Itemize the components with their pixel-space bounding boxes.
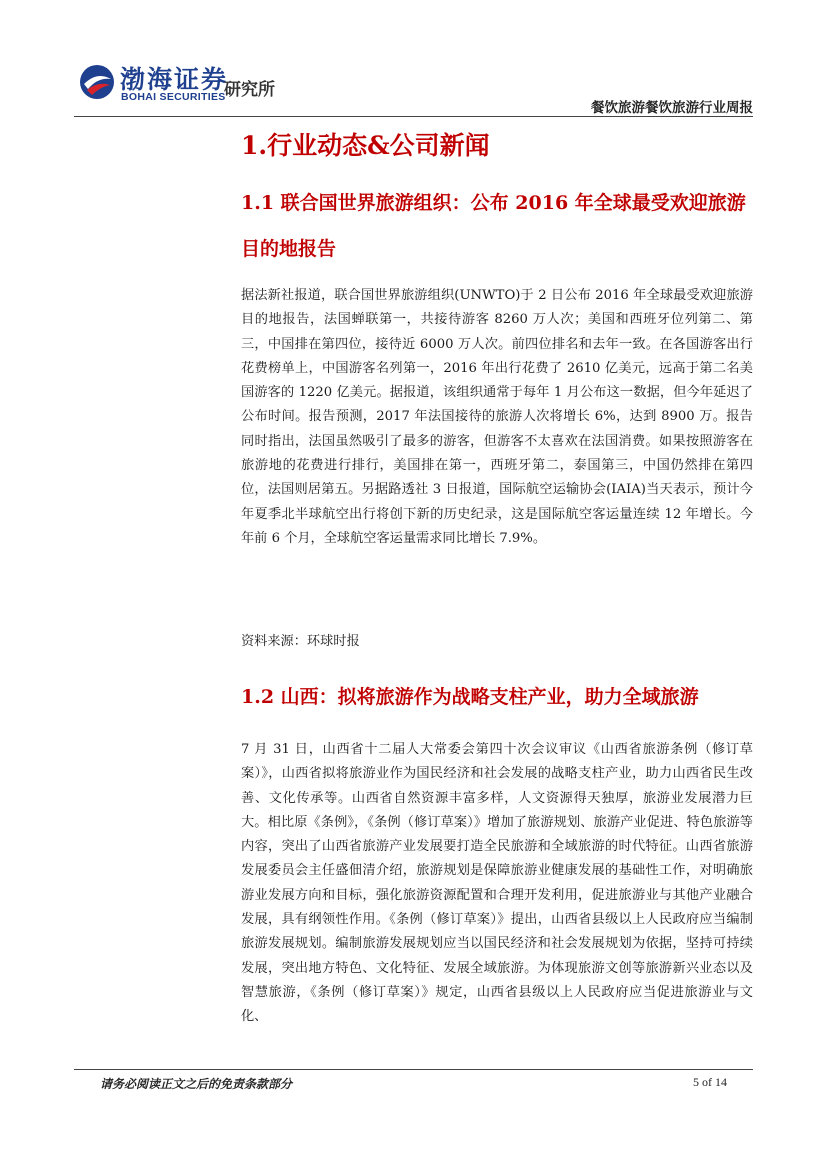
bohai-logo-icon [78,63,116,101]
footer-divider [74,1069,753,1070]
page-header [0,0,827,118]
page-number: 5 of 14 [693,1075,727,1089]
header-divider [74,116,753,117]
subsection-title-1: 1.1 联合国世界旅游组织：公布 2016 年全球最受欢迎旅游目的地报告 [241,192,746,260]
section-title: 1.行业动态&公司新闻 [241,131,490,160]
report-title: 餐饮旅游餐饮旅游行业周报 [591,100,753,116]
institute-label: 研究所 [224,80,275,100]
source-note: 资料来源：环球时报 [241,634,360,649]
subsection-title-2: 1.2 山西：拟将旅游作为战略支柱产业，助力全域旅游 [241,686,699,708]
disclaimer-note: 请务必阅读正文之后的免责条款部分 [100,1077,293,1091]
logo-chinese-name: 渤海证券 [120,65,229,94]
logo-english-name: BOHAI SECURITIES [121,91,226,103]
subsection-2-body: 7 月 31 日，山西省十二届人大常委会第四十次会议审议《山西省旅游条例（修订草案）》，山西省拟将旅游业作为国民经济和社会发展的战略支柱产业，助力山西省民生改善、文化传承等。山西省自然资源丰富多样，人文资源得天独厚，旅游业发展潜力巨大。相比原《条例》，《条例（修订草案）》增加了旅游规划、旅游产业促进、特色旅游等内容，突出了山西省旅游产业发展要打造全民旅游和全域旅游的时代特征。山西省旅游发展委员会主任盛佃清介绍，旅游规划是保障旅游业健康发展的基础性工作，对明确旅游业发展方向和目标，强化旅游资源配置和合理开发利用，促进旅游业与其他产业融合发展，具有纲领性作用。《条例（修订草案）》提出，山西省县级以上人民政府应当编制旅游发展规划。编制旅游发展规划应当以国民经济和社会发展规划为依据，坚持可持续发展，突出地方特色、文化特征、发展全域旅游。为体现旅游文创等旅游新兴业态以及智慧旅游，《条例（修订草案）》规定，山西省县级以上人民政府应当促进旅游业与文化、 [241,742,753,1025]
subsection-1-body: 据法新社报道，联合国世界旅游组织(UNWTO)于 2 日公布 2016 年全球最受欢迎旅游目的地报告，法国蝉联第一，共接待游客 8260 万人次；美国和西班牙位列第二、第三，中国排在第四位，接待近 6000 万人次。前四位排名和去年一致。在各国游客出行花费榜单上，中国游客名列第一，2016 年出行花费了 2610 亿美元，远高于第二名美国游客的 1220 亿美元。据报道，该组织通常于每年 1 月公布这一数据，但今年延迟了公布时间。报告预测，2017 年法国接待的旅游人次将增长 6%，达到 8900 万。报告同时指出，法国虽然吸引了最多的游客，但游客不太喜欢在法国消费。如果按照游客在旅游地的花费进行排行，美国排在第一，西班牙第二，泰国第三，中国仍然排在第四位，法国则居第五。另据路透社 3 日报道，国际航空运输协会(IAIA)当天表示，预计今年夏季北半球航空出行将创下新的历史纪录，这是国际航空客运量连续 12 年增长。今年前 6 个月，全球航空客运量需求同比增长 7.9%。 [241,288,753,546]
